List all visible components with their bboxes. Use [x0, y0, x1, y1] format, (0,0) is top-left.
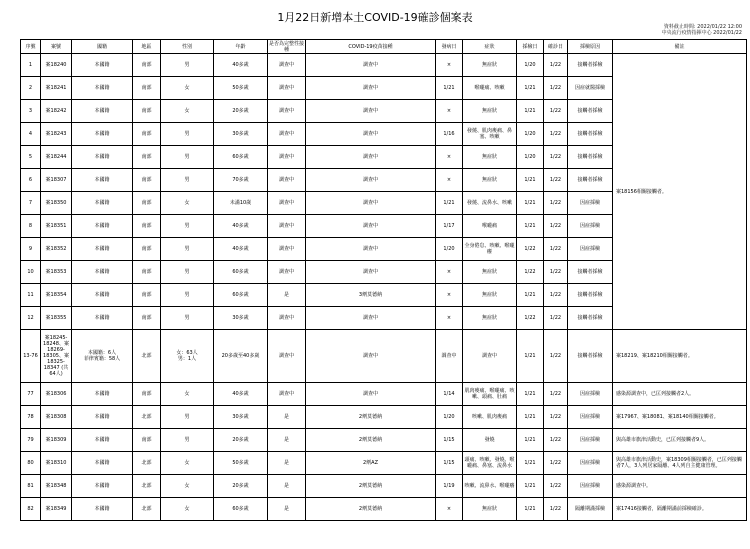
symptoms-cell: 無症狀 [463, 169, 517, 192]
case-no-cell: 案18241 [41, 77, 72, 100]
remarks-cell: 感染源調查中，已匡列接觸者2人。 [613, 383, 747, 406]
confirm-date-cell: 1/22 [544, 192, 568, 215]
test-date-cell: 1/21 [517, 77, 544, 100]
age-cell: 60多歲 [214, 261, 268, 284]
onset-date-cell: 1/14 [436, 383, 463, 406]
serial-cell: 9 [21, 238, 41, 261]
onset-date-cell: 1/17 [436, 215, 463, 238]
onset-date-cell: × [436, 54, 463, 77]
test-date-cell: 1/22 [517, 307, 544, 330]
case-no-cell: 案18309 [41, 429, 72, 452]
test-reason-cell: 接觸者採檢 [568, 284, 613, 307]
confirm-date-cell: 1/22 [544, 429, 568, 452]
serial-cell: 12 [21, 307, 41, 330]
test-date-cell: 1/22 [517, 261, 544, 284]
region-cell: 南部 [133, 429, 161, 452]
symptoms-cell: 咳嗽、肌肉痠痛 [463, 406, 517, 429]
onset-date-cell: 1/19 [436, 475, 463, 498]
test-reason-cell: 接觸者採檢 [568, 123, 613, 146]
region-cell: 南部 [133, 146, 161, 169]
fully-vaccinated-cell: 是 [268, 429, 306, 452]
confirm-date-cell: 1/22 [544, 146, 568, 169]
nationality-cell: 本國籍 [72, 169, 133, 192]
serial-cell: 2 [21, 77, 41, 100]
test-date-cell: 1/21 [517, 452, 544, 475]
region-cell: 南部 [133, 238, 161, 261]
serial-cell: 78 [21, 406, 41, 429]
age-cell: 未滿10歲 [214, 192, 268, 215]
test-reason-cell: 接觸者採檢 [568, 146, 613, 169]
fully-vaccinated-cell: 是 [268, 452, 306, 475]
fully-vaccinated-cell: 調查中 [268, 238, 306, 261]
confirm-date-cell: 1/22 [544, 330, 568, 383]
age-cell: 40多歲 [214, 383, 268, 406]
onset-date-cell: × [436, 169, 463, 192]
symptoms-cell: 喉嚨痛 [463, 215, 517, 238]
serial-cell: 6 [21, 169, 41, 192]
onset-date-cell: 1/15 [436, 429, 463, 452]
serial-cell: 81 [21, 475, 41, 498]
nationality-cell: 本國籍：6人 菲律賓籍：58人 [72, 330, 133, 383]
case-no-cell: 案18310 [41, 452, 72, 475]
test-reason-cell: 因症採檢 [568, 383, 613, 406]
confirm-date-cell: 1/22 [544, 406, 568, 429]
issuer-date: 中央流行疫情指揮中心 2022/01/22 [661, 30, 742, 36]
age-cell: 70多歲 [214, 169, 268, 192]
table-row [21, 330, 747, 383]
sex-cell: 男 [161, 284, 214, 307]
serial-cell: 7 [21, 192, 41, 215]
serial-cell: 80 [21, 452, 41, 475]
symptoms-cell: 發燒、肌肉痠痛、鼻塞、咳嗽 [463, 123, 517, 146]
nationality-cell: 本國籍 [72, 383, 133, 406]
header-nationality: 國籍 [72, 40, 133, 54]
vaccination-cell: 調查中 [306, 330, 436, 383]
onset-date-cell: × [436, 100, 463, 123]
symptoms-cell: 發燒、流鼻水、咳嗽 [463, 192, 517, 215]
onset-date-cell: 1/20 [436, 238, 463, 261]
sex-cell: 女 [161, 100, 214, 123]
header-case-no: 案號 [41, 40, 72, 54]
vaccination-cell: 2劑莫德納 [306, 429, 436, 452]
case-no-cell: 案18244 [41, 146, 72, 169]
table-body [21, 54, 747, 521]
nationality-cell: 本國籍 [72, 54, 133, 77]
region-cell: 南部 [133, 169, 161, 192]
region-cell: 南部 [133, 54, 161, 77]
test-date-cell: 1/20 [517, 146, 544, 169]
remarks-cell: 與高雄市旗津活動史，已匡列接觸者9人。 [613, 429, 747, 452]
vaccination-cell: 調查中 [306, 261, 436, 284]
region-cell: 南部 [133, 123, 161, 146]
confirm-date-cell: 1/22 [544, 100, 568, 123]
vaccination-cell: 2劑莫德納 [306, 475, 436, 498]
region-cell: 北部 [133, 452, 161, 475]
symptoms-cell: 無症狀 [463, 307, 517, 330]
sex-cell: 女 [161, 383, 214, 406]
remarks-merged-cell: 案18156相關接觸者。 [613, 54, 747, 330]
onset-date-cell: × [436, 146, 463, 169]
test-date-cell: 1/21 [517, 192, 544, 215]
vaccination-cell: 2劑AZ [306, 452, 436, 475]
test-date-cell: 1/21 [517, 383, 544, 406]
header-sex: 性別 [161, 40, 214, 54]
age-cell: 30多歲 [214, 406, 268, 429]
onset-date-cell: 1/21 [436, 77, 463, 100]
header-age: 年齡 [214, 40, 268, 54]
sex-cell: 女 [161, 77, 214, 100]
vaccination-cell: 調查中 [306, 238, 436, 261]
onset-date-cell: × [436, 284, 463, 307]
case-no-cell: 案18353 [41, 261, 72, 284]
age-cell: 40多歲 [214, 238, 268, 261]
table-row [21, 452, 747, 475]
vaccination-cell: 調查中 [306, 146, 436, 169]
serial-cell: 5 [21, 146, 41, 169]
test-reason-cell: 隔離期滿採檢 [568, 498, 613, 521]
case-no-cell: 案18348 [41, 475, 72, 498]
symptoms-cell: 全身倦怠、咳嗽、喉嚨癢 [463, 238, 517, 261]
test-reason-cell: 因症採檢 [568, 452, 613, 475]
nationality-cell: 本國籍 [72, 215, 133, 238]
nationality-cell: 本國籍 [72, 238, 133, 261]
age-cell: 50多歲 [214, 77, 268, 100]
case-no-cell: 案18350 [41, 192, 72, 215]
age-cell: 60多歲 [214, 284, 268, 307]
header-test-reason: 採檢原因 [568, 40, 613, 54]
region-cell: 南部 [133, 77, 161, 100]
serial-cell: 8 [21, 215, 41, 238]
region-cell: 南部 [133, 100, 161, 123]
confirm-date-cell: 1/22 [544, 77, 568, 100]
confirm-date-cell: 1/22 [544, 123, 568, 146]
case-no-cell: 案18306 [41, 383, 72, 406]
confirm-date-cell: 1/22 [544, 54, 568, 77]
vaccination-cell: 2劑莫德納 [306, 498, 436, 521]
test-date-cell: 1/21 [517, 215, 544, 238]
region-cell: 南部 [133, 215, 161, 238]
header-onset-date: 發病日 [436, 40, 463, 54]
vaccination-cell: 調查中 [306, 192, 436, 215]
vaccination-cell: 調查中 [306, 383, 436, 406]
region-cell: 南部 [133, 307, 161, 330]
sex-cell: 男 [161, 123, 214, 146]
test-reason-cell: 因症採檢 [568, 215, 613, 238]
nationality-cell: 本國籍 [72, 406, 133, 429]
nationality-cell: 本國籍 [72, 475, 133, 498]
onset-date-cell: 調查中 [436, 330, 463, 383]
case-no-cell: 案18307 [41, 169, 72, 192]
test-reason-cell: 因症採檢 [568, 406, 613, 429]
report-meta [662, 24, 742, 36]
confirm-date-cell: 1/22 [544, 238, 568, 261]
symptoms-cell: 無症狀 [463, 146, 517, 169]
onset-date-cell: 1/15 [436, 452, 463, 475]
sex-cell: 女 [161, 498, 214, 521]
vaccination-cell: 調查中 [306, 307, 436, 330]
onset-date-cell: 1/16 [436, 123, 463, 146]
header-fully-vaccinated: 是否為完整性接種 [269, 40, 305, 53]
case-no-cell: 案18354 [41, 284, 72, 307]
sex-cell: 男 [161, 261, 214, 284]
fully-vaccinated-cell: 是 [268, 475, 306, 498]
remarks-cell: 案18219、案18210相關接觸者。 [613, 330, 747, 383]
confirm-date-cell: 1/22 [544, 498, 568, 521]
table-row [21, 54, 747, 77]
age-cell: 20多歲 [214, 100, 268, 123]
serial-cell: 4 [21, 123, 41, 146]
test-date-cell: 1/21 [517, 100, 544, 123]
region-cell: 南部 [133, 192, 161, 215]
sex-cell: 女 [161, 452, 214, 475]
remarks-cell: 案17967、案18081、案18140相關接觸者。 [613, 406, 747, 429]
fully-vaccinated-cell: 調查中 [268, 54, 306, 77]
onset-date-cell: × [436, 307, 463, 330]
vaccination-cell: 調查中 [306, 123, 436, 146]
header-test-date: 採檢日 [517, 40, 544, 54]
data-cutoff-time: 資料截止時間: 2022/01/22 12:00 [663, 24, 742, 30]
header-vaccination: COVID-19疫苗接種 [306, 40, 436, 54]
case-no-cell: 案18351 [41, 215, 72, 238]
case-no-cell: 案18242 [41, 100, 72, 123]
serial-cell: 10 [21, 261, 41, 284]
case-no-cell: 案18349 [41, 498, 72, 521]
age-cell: 30多歲 [214, 307, 268, 330]
nationality-cell: 本國籍 [72, 123, 133, 146]
fully-vaccinated-cell: 是 [268, 498, 306, 521]
confirm-date-cell: 1/22 [544, 452, 568, 475]
onset-date-cell: 1/21 [436, 192, 463, 215]
sex-cell: 男 [161, 169, 214, 192]
confirm-date-cell: 1/22 [544, 475, 568, 498]
case-no-cell: 案18355 [41, 307, 72, 330]
test-reason-cell: 接觸者採檢 [568, 169, 613, 192]
age-cell: 20多歲 [214, 475, 268, 498]
region-cell: 北部 [133, 330, 161, 383]
case-no-cell: 案18245-18248、案18269-18305、案18325-18347 (共64人) [41, 330, 72, 383]
age-cell: 20多歲至40多歲 [214, 330, 268, 383]
sex-cell: 男 [161, 54, 214, 77]
serial-cell: 79 [21, 429, 41, 452]
serial-cell: 13-76 [21, 330, 41, 383]
nationality-cell: 本國籍 [72, 146, 133, 169]
onset-date-cell: × [436, 261, 463, 284]
symptoms-cell: 無症狀 [463, 498, 517, 521]
confirm-date-cell: 1/22 [544, 383, 568, 406]
test-reason-cell: 因症採檢 [568, 429, 613, 452]
fully-vaccinated-cell: 調查中 [268, 123, 306, 146]
table-row [21, 383, 747, 406]
test-reason-cell: 接觸者採檢 [568, 261, 613, 284]
vaccination-cell: 3劑莫德納 [306, 284, 436, 307]
test-date-cell: 1/20 [517, 123, 544, 146]
case-no-cell: 案18243 [41, 123, 72, 146]
vaccination-cell: 調查中 [306, 215, 436, 238]
serial-cell: 3 [21, 100, 41, 123]
table-row [21, 498, 747, 521]
table-header-row [21, 40, 747, 54]
table-row [21, 429, 747, 452]
fully-vaccinated-cell: 是 [268, 284, 306, 307]
sex-cell: 男 [161, 238, 214, 261]
age-cell: 50多歲 [214, 452, 268, 475]
nationality-cell: 本國籍 [72, 429, 133, 452]
confirm-date-cell: 1/22 [544, 215, 568, 238]
onset-date-cell: × [436, 498, 463, 521]
region-cell: 北部 [133, 475, 161, 498]
age-cell: 60多歲 [214, 498, 268, 521]
fully-vaccinated-cell: 調查中 [268, 169, 306, 192]
case-no-cell: 案18308 [41, 406, 72, 429]
region-cell: 南部 [133, 261, 161, 284]
test-reason-cell: 接觸者採檢 [568, 54, 613, 77]
test-reason-cell: 因症就醫採檢 [568, 77, 613, 100]
nationality-cell: 本國籍 [72, 77, 133, 100]
serial-cell: 1 [21, 54, 41, 77]
serial-cell: 11 [21, 284, 41, 307]
fully-vaccinated-cell: 是 [268, 406, 306, 429]
header-confirm-date: 確診日 [544, 40, 568, 54]
serial-cell: 77 [21, 383, 41, 406]
test-reason-cell: 接觸者採檢 [568, 330, 613, 383]
remarks-cell: 案17416接觸者，隔離期滿前採檢確診。 [613, 498, 747, 521]
region-cell: 南部 [133, 284, 161, 307]
test-date-cell: 1/21 [517, 406, 544, 429]
nationality-cell: 本國籍 [72, 452, 133, 475]
confirm-date-cell: 1/22 [544, 169, 568, 192]
nationality-cell: 本國籍 [72, 261, 133, 284]
confirm-date-cell: 1/22 [544, 284, 568, 307]
confirm-date-cell: 1/22 [544, 307, 568, 330]
serial-cell: 82 [21, 498, 41, 521]
age-cell: 40多歲 [214, 215, 268, 238]
sex-cell: 女 [161, 192, 214, 215]
fully-vaccinated-cell: 調查中 [268, 215, 306, 238]
sex-cell: 男 [161, 429, 214, 452]
test-date-cell: 1/21 [517, 169, 544, 192]
age-cell: 40多歲 [214, 54, 268, 77]
header-region: 地區 [133, 40, 161, 54]
remarks-cell: 與高雄市旗津活動史，案18309相關接觸者，已匡列接觸者7人，3人列居家隔離、4人列自主健康管理。 [613, 452, 747, 475]
nationality-cell: 本國籍 [72, 307, 133, 330]
test-date-cell: 1/21 [517, 475, 544, 498]
sex-cell: 男 [161, 307, 214, 330]
symptoms-cell: 無症狀 [463, 54, 517, 77]
test-date-cell: 1/21 [517, 284, 544, 307]
symptoms-cell: 無症狀 [463, 100, 517, 123]
header-serial: 序號 [21, 40, 41, 54]
test-date-cell: 1/22 [517, 238, 544, 261]
vaccination-cell: 調查中 [306, 54, 436, 77]
region-cell: 北部 [133, 406, 161, 429]
symptoms-cell: 無症狀 [463, 261, 517, 284]
symptoms-cell: 喉嚨痛、咳嗽 [463, 77, 517, 100]
sex-cell: 女：63人 男：1人 [161, 330, 214, 383]
test-reason-cell: 接觸者採檢 [568, 307, 613, 330]
vaccination-cell: 調查中 [306, 77, 436, 100]
test-date-cell: 1/21 [517, 498, 544, 521]
region-cell: 南部 [133, 383, 161, 406]
fully-vaccinated-cell: 調查中 [268, 146, 306, 169]
fully-vaccinated-cell: 調查中 [268, 77, 306, 100]
vaccination-cell: 調查中 [306, 100, 436, 123]
nationality-cell: 本國籍 [72, 284, 133, 307]
region-cell: 北部 [133, 498, 161, 521]
table-row [21, 406, 747, 429]
fully-vaccinated-cell: 調查中 [268, 383, 306, 406]
case-no-cell: 案18352 [41, 238, 72, 261]
nationality-cell: 本國籍 [72, 100, 133, 123]
test-reason-cell: 因症採檢 [568, 192, 613, 215]
sex-cell: 女 [161, 475, 214, 498]
vaccination-cell: 調查中 [306, 169, 436, 192]
symptoms-cell: 咳嗽、流鼻水、喉嚨癢 [463, 475, 517, 498]
test-reason-cell: 因症採檢 [568, 475, 613, 498]
age-cell: 30多歲 [214, 123, 268, 146]
confirm-date-cell: 1/22 [544, 261, 568, 284]
symptoms-cell: 無症狀 [463, 284, 517, 307]
sex-cell: 男 [161, 215, 214, 238]
case-table [20, 39, 747, 521]
fully-vaccinated-cell: 調查中 [268, 330, 306, 383]
page-title: 1月22日新增本土COVID-19確診個案表 [277, 11, 473, 24]
table-row [21, 475, 747, 498]
test-date-cell: 1/21 [517, 330, 544, 383]
sex-cell: 男 [161, 146, 214, 169]
case-no-cell: 案18240 [41, 54, 72, 77]
symptoms-cell: 肌肉痠痛、喉嚨痛、咳嗽、頭痛、肚痛 [463, 383, 517, 406]
remarks-cell: 感染源調查中。 [613, 475, 747, 498]
fully-vaccinated-cell: 調查中 [268, 192, 306, 215]
test-reason-cell: 接觸者採檢 [568, 100, 613, 123]
test-date-cell: 1/21 [517, 429, 544, 452]
nationality-cell: 本國籍 [72, 498, 133, 521]
age-cell: 20多歲 [214, 429, 268, 452]
age-cell: 60多歲 [214, 146, 268, 169]
symptoms-cell: 調查中 [463, 330, 517, 383]
fully-vaccinated-cell: 調查中 [268, 100, 306, 123]
symptoms-cell: 頭痛、咳嗽、發燒、喉嚨痛、鼻塞、流鼻水 [463, 452, 517, 475]
sex-cell: 男 [161, 406, 214, 429]
header-symptoms: 症狀 [463, 40, 517, 54]
test-reason-cell: 因症採檢 [568, 238, 613, 261]
header-remarks: 備註 [613, 40, 747, 54]
onset-date-cell: 1/20 [436, 406, 463, 429]
nationality-cell: 本國籍 [72, 192, 133, 215]
test-date-cell: 1/20 [517, 54, 544, 77]
fully-vaccinated-cell: 調查中 [268, 261, 306, 284]
fully-vaccinated-cell: 調查中 [268, 307, 306, 330]
vaccination-cell: 2劑莫德納 [306, 406, 436, 429]
symptoms-cell: 發燒 [463, 429, 517, 452]
